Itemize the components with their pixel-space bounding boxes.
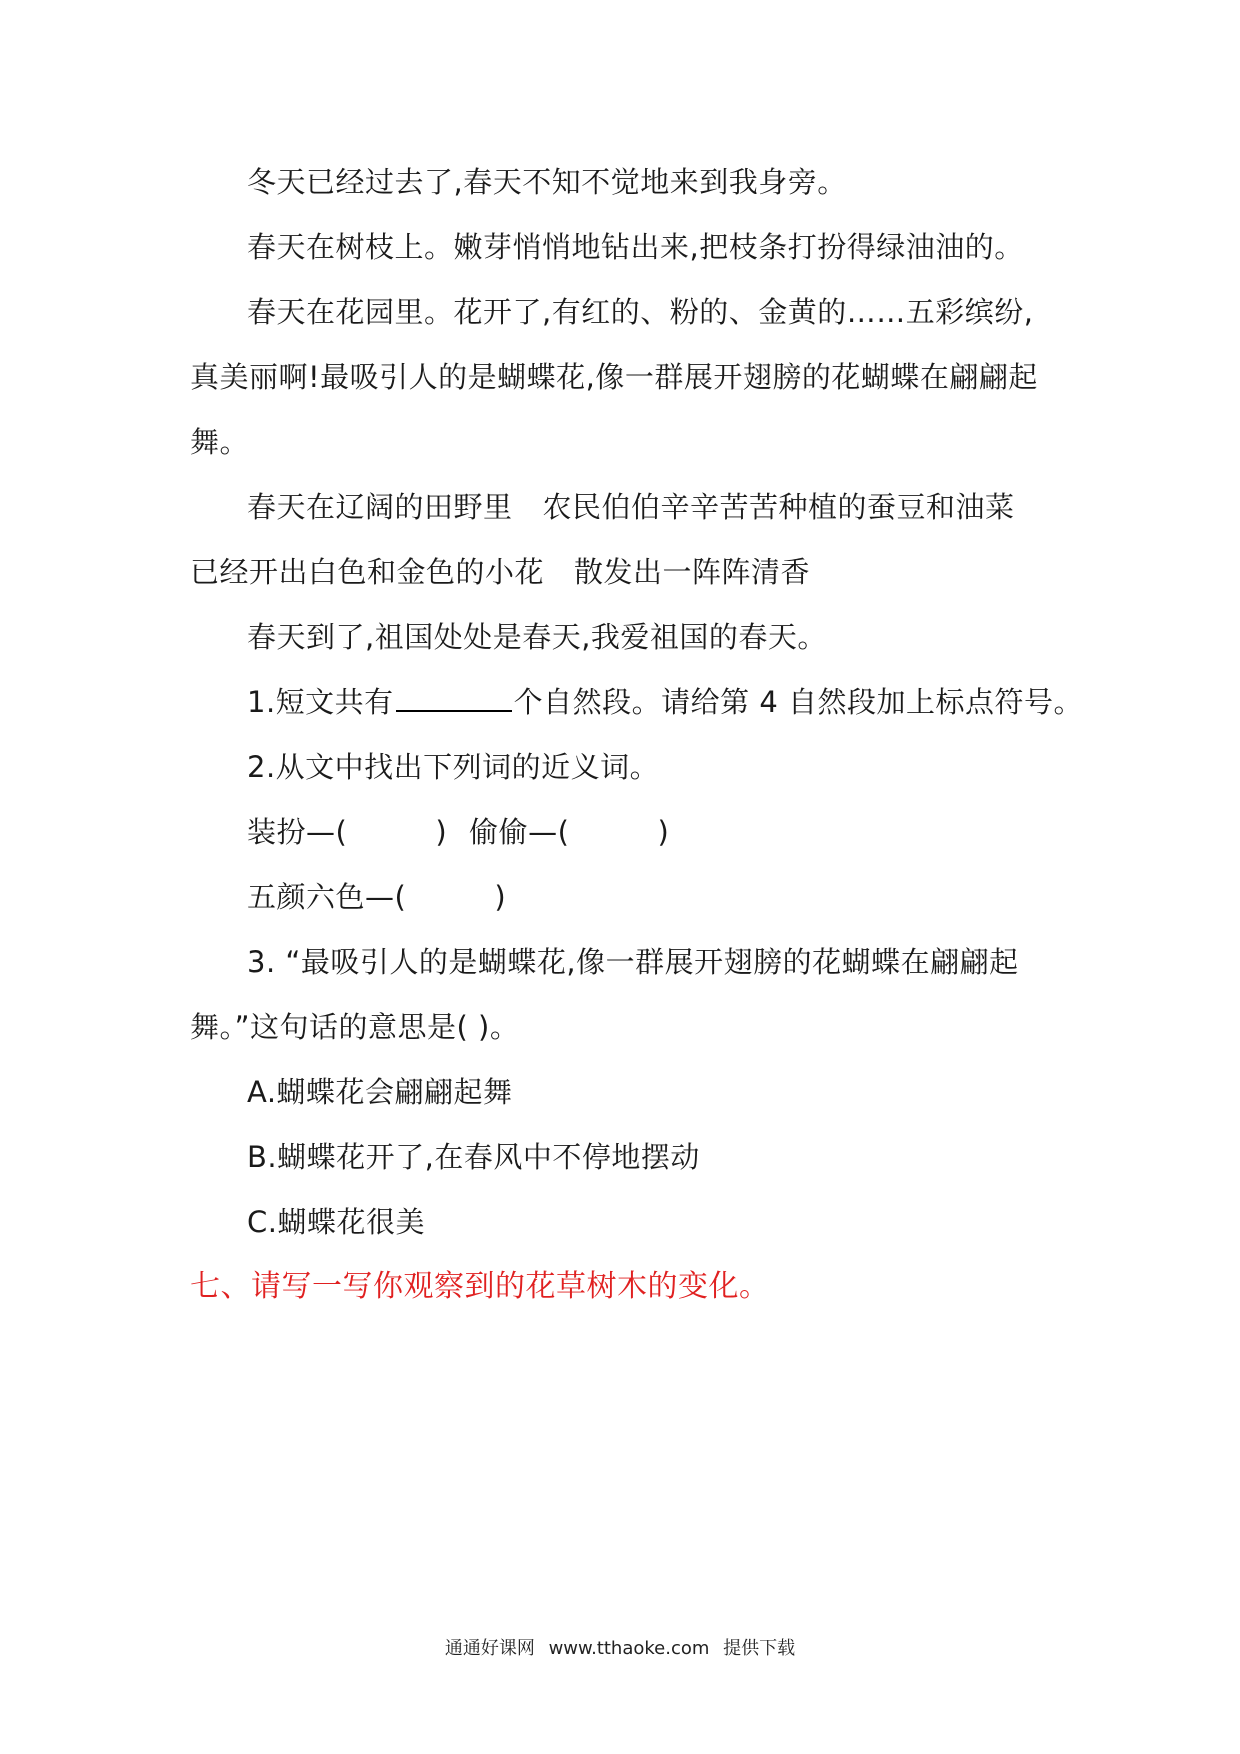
synonym-close-3: ) [494, 880, 507, 914]
footer [0, 1634, 1240, 1660]
question-1-prefix: 1.短文共有 [247, 685, 394, 719]
paragraph-5: 春天到了,祖国处处是春天,我爱祖国的春天。 [247, 620, 827, 654]
synonym-prompt-3: 五颜六色—( [247, 880, 407, 914]
option-b: B.蝴蝶花开了,在春风中不停地摆动 [247, 1140, 700, 1174]
paragraph-4-part-d: 散发出一阵阵清香 [574, 555, 811, 589]
section-7-heading: 七、请写一写你观察到的花草树木的变化。 [190, 1269, 770, 1304]
paragraph-4-part-c: 已经开出白色和金色的小花 [190, 555, 545, 589]
question-2-words-row-1 [247, 812, 669, 852]
paragraph-4-part-b: 农民伯伯辛辛苦苦种植的蚕豆和油菜 [542, 490, 1015, 524]
question-3-line-2: 舞。”这句话的意思是( )。 [190, 1010, 520, 1044]
footer-site-name: 通通好课网 [444, 1638, 535, 1659]
synonym-close-2: ) [657, 815, 670, 849]
synonym-prompt-1: 装扮—( [247, 815, 348, 849]
question-2-words-row-2 [247, 877, 506, 917]
question-3-line-1: 3. “最吸引人的是蝴蝶花,像一群展开翅膀的花蝴蝶在翩翩起 [247, 945, 1019, 979]
paragraph-4-part-a: 春天在辽阔的田野里 [247, 490, 513, 524]
synonym-close-1: ) [435, 815, 448, 849]
paragraph-3-line-2: 真美丽啊!最吸引人的是蝴蝶花,像一群展开翅膀的花蝴蝶在翩翩起 [190, 360, 1038, 394]
option-a: A.蝴蝶花会翩翩起舞 [247, 1075, 513, 1109]
question-2: 2.从文中找出下列词的近义词。 [247, 750, 660, 784]
paragraph-1: 冬天已经过去了,春天不知不觉地来到我身旁。 [247, 165, 847, 199]
footer-note: 提供下载 [723, 1638, 796, 1659]
footer-url[interactable]: www.tthaoke.com [548, 1638, 710, 1659]
question-1 [247, 682, 1083, 722]
paragraph-3-line-1: 春天在花园里。花开了,有红的、粉的、金黄的……五彩缤纷, [247, 295, 1034, 329]
paragraph-4-line-2 [190, 552, 810, 592]
question-1-suffix: 个自然段。请给第 4 自然段加上标点符号。 [513, 685, 1084, 719]
paragraph-2: 春天在树枝上。嫩芽悄悄地钻出来,把枝条打扮得绿油油的。 [247, 230, 1024, 264]
synonym-prompt-2: 偷偷—( [469, 815, 570, 849]
answer-blank[interactable] [396, 684, 512, 712]
paragraph-3-line-3: 舞。 [190, 425, 250, 459]
paragraph-4-line-1 [247, 487, 1015, 527]
option-c: C.蝴蝶花很美 [247, 1205, 425, 1239]
